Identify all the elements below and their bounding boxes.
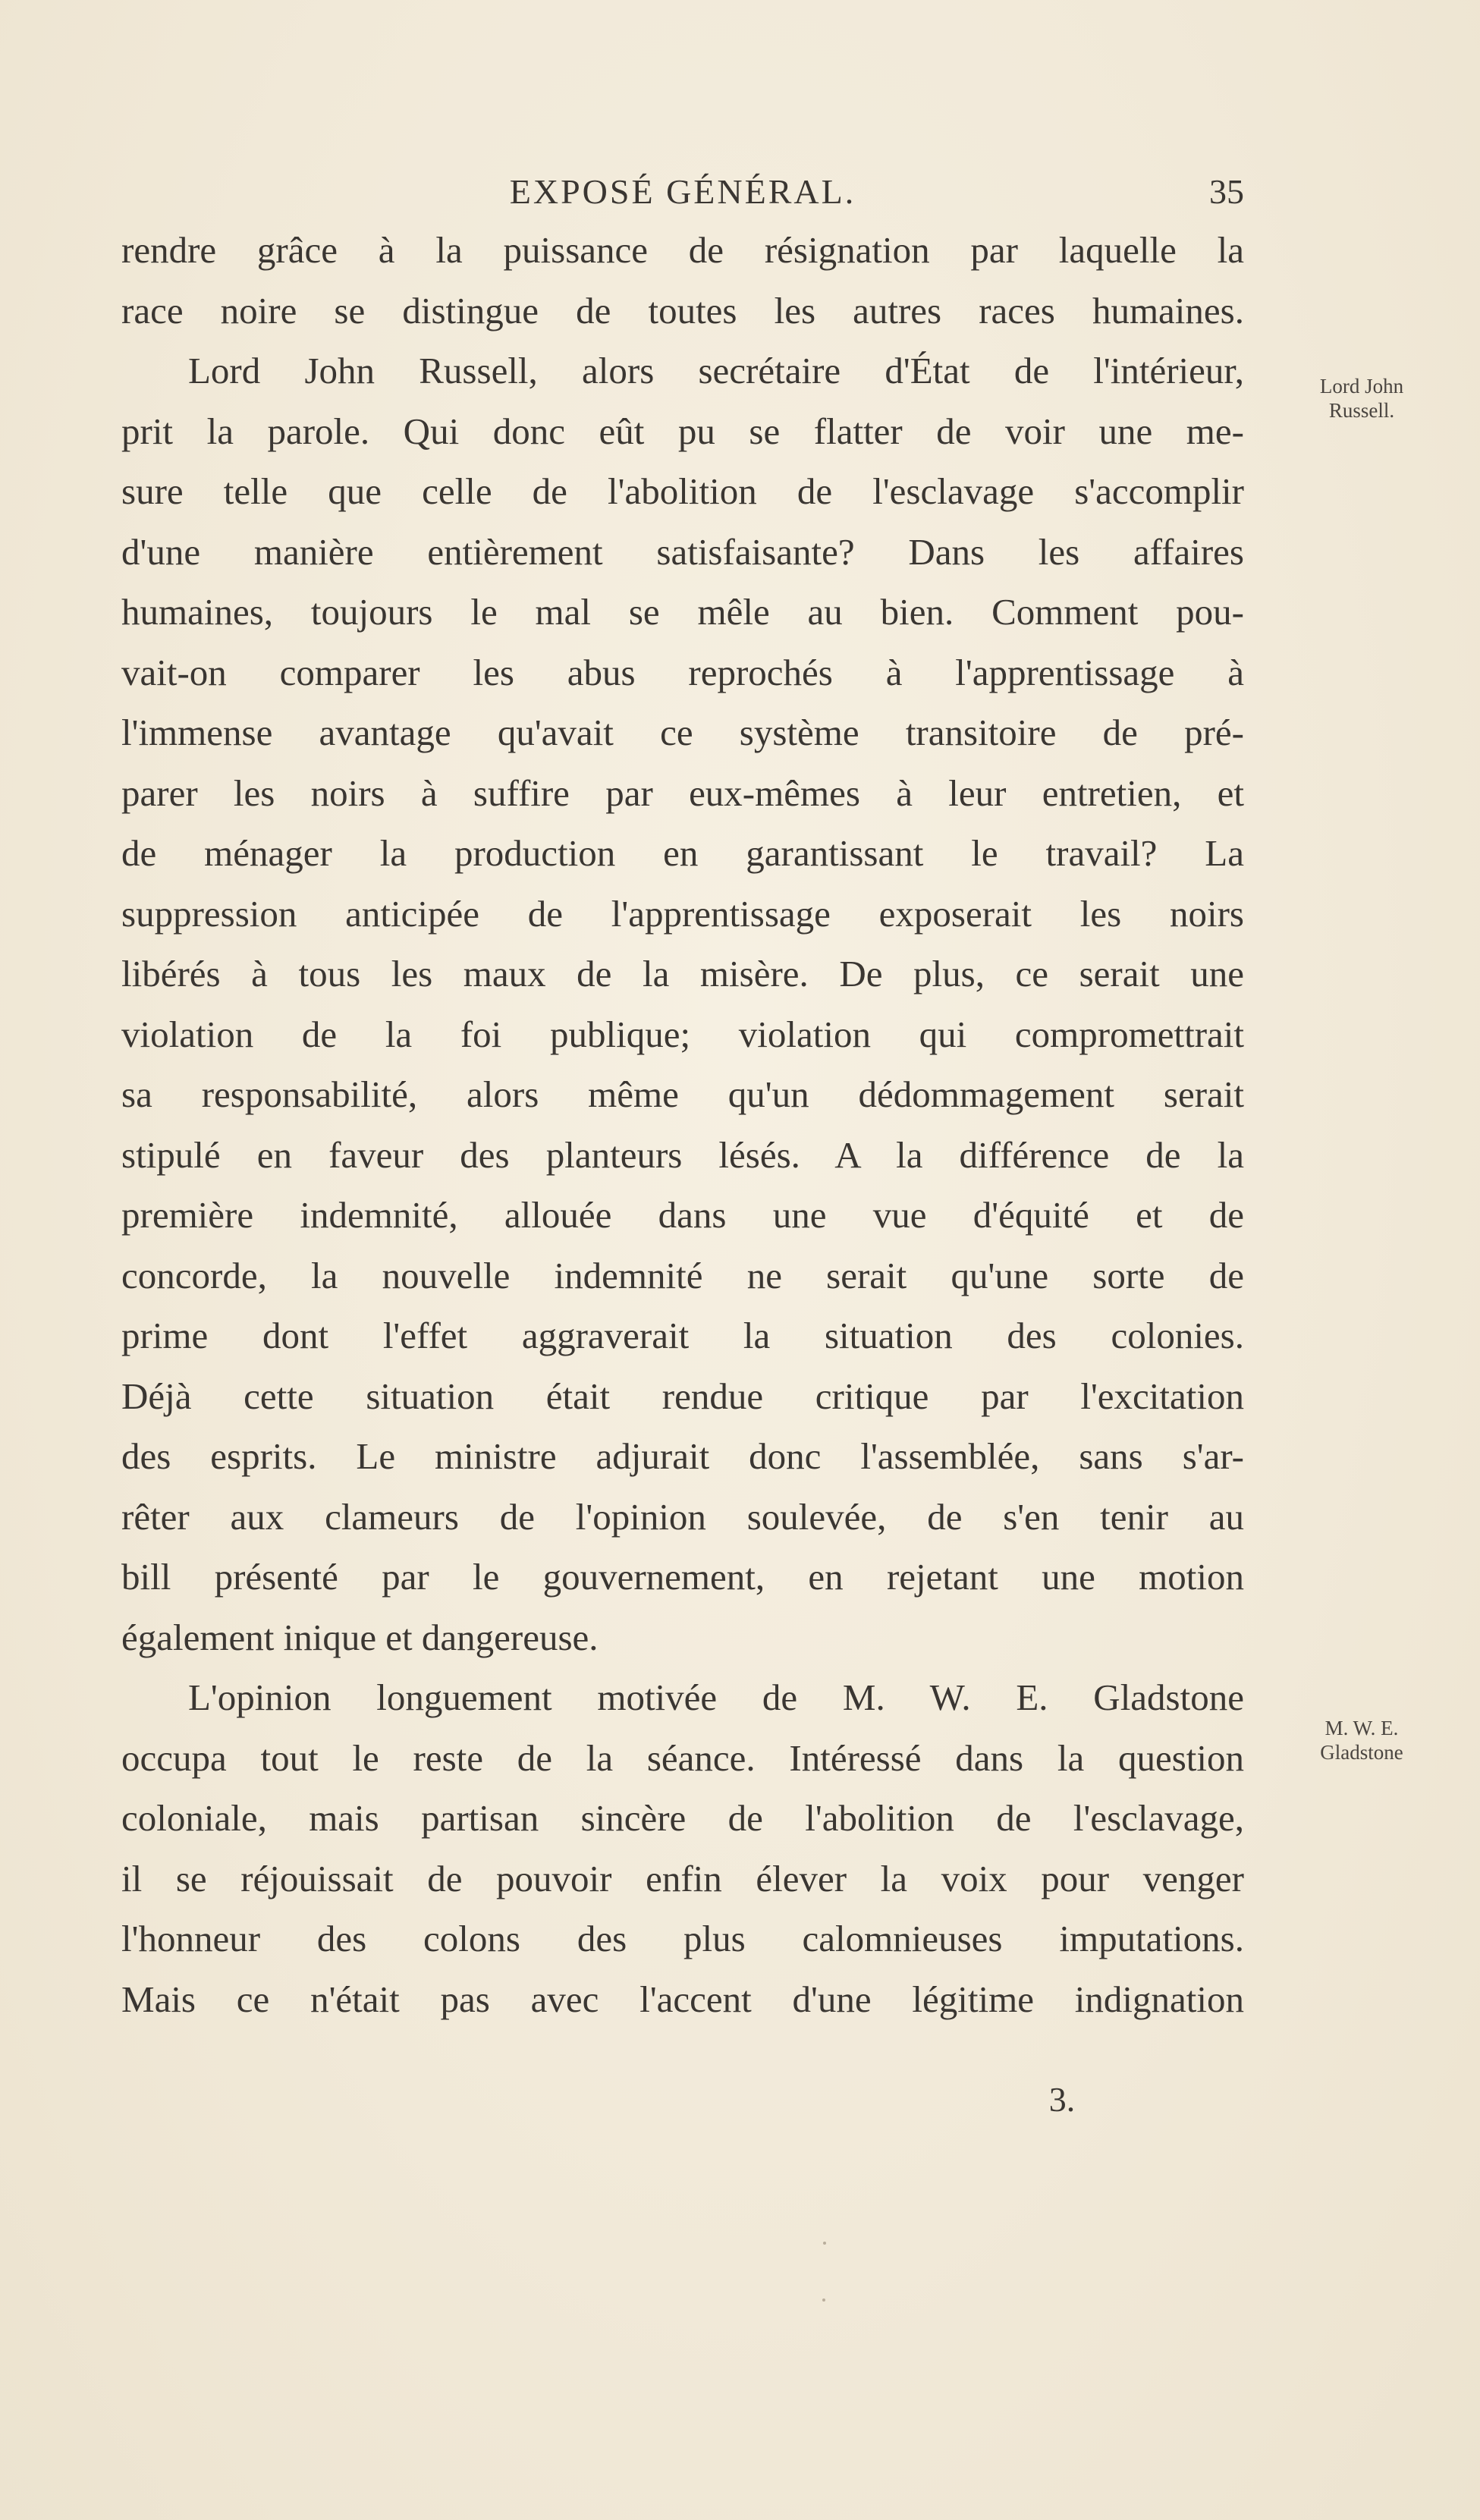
text-line: également inique et dangereuse. <box>121 1616 599 1658</box>
text-line: occupa tout le reste de la séance. Intéressé dans la question <box>121 1736 1244 1779</box>
text-line: prime dont l'effet aggraverait la situation des colonies. <box>121 1315 1244 1356</box>
text-line: première indemnité, allouée dans une vue d'équité et de <box>121 1194 1244 1236</box>
text-line: violation de la foi publique; violation qui compromettrait <box>121 1013 1244 1055</box>
text-line: Lord John Russell, alors secrétaire d'État de l'intérieur, <box>188 350 1244 391</box>
running-head <box>121 165 1244 218</box>
text-line: suppression anticipée de l'apprentissage exposerait les noirs <box>121 892 1244 935</box>
paper-speck <box>822 2298 825 2302</box>
text-line: il se réjouissait de pouvoir enfin élever la voix pour venger <box>121 1857 1244 1899</box>
running-title: EXPOSÉ GÉNÉRAL. <box>509 172 856 211</box>
margin-note-line: Lord John <box>1319 375 1404 397</box>
text-line: concorde, la nouvelle indemnité ne serait qu'une sorte de <box>121 1254 1244 1296</box>
paper-speck <box>823 2242 826 2245</box>
text-line: des esprits. Le ministre adjurait donc l'assemblée, sans s'ar- <box>121 1435 1244 1477</box>
text-line: rêter aux clameurs de l'opinion soulevée, de s'en tenir au <box>121 1495 1244 1538</box>
text-line: sa responsabilité, alors même qu'un dédommagement serait <box>121 1073 1244 1115</box>
text-line: Mais ce n'était pas avec l'accent d'une légitime indignation <box>121 1978 1244 2020</box>
text-line: vait-on comparer les abus reprochés à l'apprentissage à <box>121 651 1244 693</box>
text-line: sure telle que celle de l'abolition de l'esclavage s'accomplir <box>121 470 1244 512</box>
text-line: d'une manière entièrement satisfaisante? Dans les affaires <box>121 530 1244 573</box>
text-line: coloniale, mais partisan sincère de l'abolition de l'esclavage, <box>121 1797 1244 1839</box>
text-line: L'opinion longuement motivée de M. W. E. Gladstone <box>188 1676 1244 1718</box>
text-line: bill présenté par le gouvernement, en rejetant une motion <box>121 1556 1244 1598</box>
margin-note-gladstone <box>1290 1716 1434 1764</box>
text-line: rendre grâce à la puissance de résignation par laquelle la <box>121 229 1244 271</box>
text-line: Déjà cette situation était rendue critique par l'excitation <box>121 1375 1244 1417</box>
text-line: humaines, toujours le mal se mêle au bien. Comment pou- <box>121 591 1244 633</box>
margin-note-line: Gladstone <box>1320 1741 1403 1764</box>
text-line: prit la parole. Qui donc eût pu se flatter de voir une me- <box>121 410 1244 452</box>
text-line: l'immense avantage qu'avait ce système transitoire de pré- <box>121 712 1244 753</box>
text-line: libérés à tous les maux de la misère. De plus, ce serait une <box>121 953 1244 994</box>
signature-mark: 3. <box>1048 2080 1076 2119</box>
text-line: l'honneur des colons des plus calomnieuses imputations. <box>121 1918 1244 1959</box>
text-line: de ménager la production en garantissant le travail? La <box>121 832 1244 874</box>
margin-note-lord-john-russell <box>1290 374 1434 423</box>
margin-note-line: M. W. E. <box>1324 1717 1399 1739</box>
body-text <box>121 220 1244 2029</box>
margin-note-line: Russell. <box>1328 399 1395 422</box>
text-line: stipulé en faveur des planteurs lésés. A la différence de la <box>121 1133 1244 1176</box>
text-line: race noire se distingue de toutes les autres races humaines. <box>121 289 1244 331</box>
page-number: 35 <box>1209 172 1244 211</box>
text-line: parer les noirs à suffire par eux-mêmes à leur entretien, et <box>121 771 1244 814</box>
